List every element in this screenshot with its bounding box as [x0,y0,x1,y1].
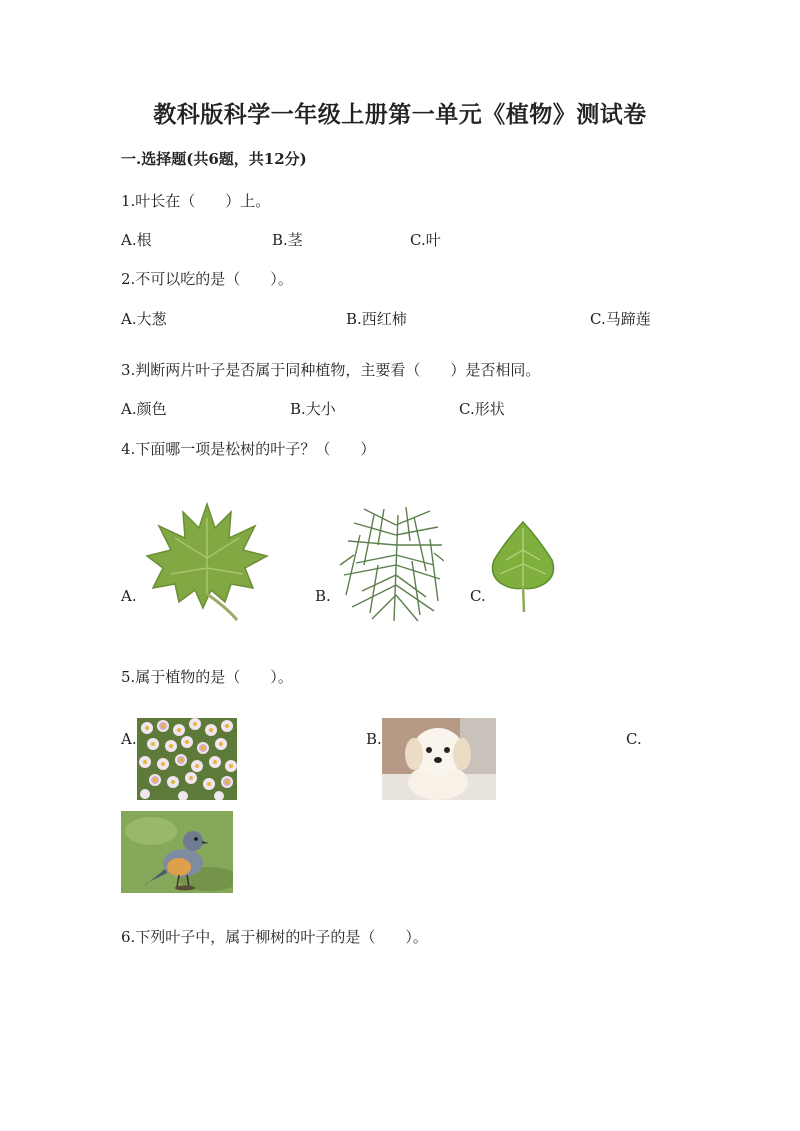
question-6: 6.下列叶子中，属于柳树的叶子的是（ ）。 [121,928,428,946]
q4-option-c: C. [470,587,486,605]
page-title: 教科版科学一年级上册第一单元《植物》测试卷 [153,101,647,128]
q2-option-a: A.大葱 [121,310,167,328]
question-3: 3.判断两片叶子是否属于同种植物，主要看（ ）是否相同。 [121,361,541,379]
q2-option-b: B.西红柿 [346,310,407,328]
pine-needles-image [334,505,444,623]
question-2: 2.不可以吃的是（ ）。 [121,270,293,288]
q4-option-b: B. [315,587,331,605]
question-4: 4.下面哪一项是松树的叶子？（ ） [121,440,376,458]
maple-leaf-image [145,498,270,623]
white-puppy-image [382,718,496,800]
daisy-flowers-image [137,718,237,800]
q5-option-a: A. [121,730,137,748]
question-5: 5.属于植物的是（ ）。 [121,668,293,686]
q1-option-b: B.茎 [272,231,303,249]
q3-option-c: C.形状 [459,400,505,418]
question-1: 1.叶长在（ ）上。 [121,192,271,210]
birch-leaf-image [488,520,558,614]
q3-option-a: A.颜色 [121,400,167,418]
q1-option-a: A.根 [121,231,152,249]
q1-option-c: C.叶 [410,231,441,249]
q5-option-b: B. [366,730,382,748]
q4-option-a: A. [121,587,137,605]
robin-bird-image [121,811,233,893]
q5-option-c: C. [626,730,642,748]
q2-option-c: C.马蹄莲 [590,310,651,328]
q3-option-b: B.大小 [290,400,336,418]
section-heading: 一.选择题(共6题，共12分) [121,150,307,168]
